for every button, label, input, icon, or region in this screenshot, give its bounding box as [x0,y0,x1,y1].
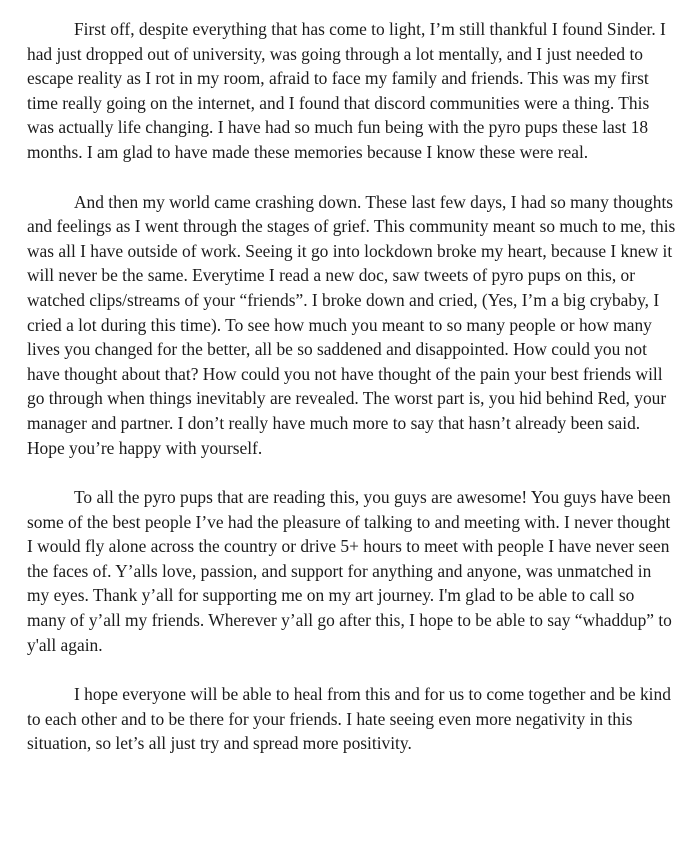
paragraph-thankful-sinder: First off, despite everything that has come to light, I’m still thankful I found Sinder. I had just dropped out of university, was going through a lot mentally, and I just needed to escape reality as I rot in my room, afraid to face my family and friends. This was my first time really going on the internet, and I found that discord communities were a thing. This was actually life changing. I have had so much fun being with the pyro pups these last 18 months. I am glad to have made these memories because I know these were real. [27,19,666,162]
document-body [27,17,677,756]
paragraph-message-to-pyro-pups: To all the pyro pups that are reading this, you guys are awesome! You guys have been some of the best people I’ve had the pleasure of talking to and meeting with. I never thought I would fly alone across the country or drive 5+ hours to meet with people I have never seen the faces of. Y’alls love, passion, and support for anything and anyone, was unmatched in my eyes. Thank y’all for supporting me on my art journey. I'm glad to be able to call so many of y’all my friends. Wherever y’all go after this, I hope to be able to say “whaddup” to y'all again. [27,487,672,655]
paragraph-closing-hope: I hope everyone will be able to heal from this and for us to come together and be kind to each other and to be there for your friends. I hate seeing even more negativity in this situation, so let’s all just try and spread more positivity. [27,684,671,754]
paragraph-world-crashing-down: And then my world came crashing down. These last few days, I had so many thoughts and feelings as I went through the stages of grief. This community meant so much to me, this was all I have outside of work. Seeing it go into lockdown broke my heart, because I knew it will never be the same. Everytime I read a new doc, saw tweets of pyro pups on this, or watched clips/streams of your “friends”. I broke down and cried, (Yes, I’m a big crybaby, I cried a lot during this time). To see how much you meant to so many people or how many lives you changed for the better, all be so saddened and disappointed. How could you not have thought about that? How could you not have thought of the pain your best friends will go through when things inevitably are revealed. The worst part is, you hid behind Red, your manager and partner. I don’t really have much more to say that hasn’t already been said. Hope you’re happy with yourself. [27,191,676,458]
